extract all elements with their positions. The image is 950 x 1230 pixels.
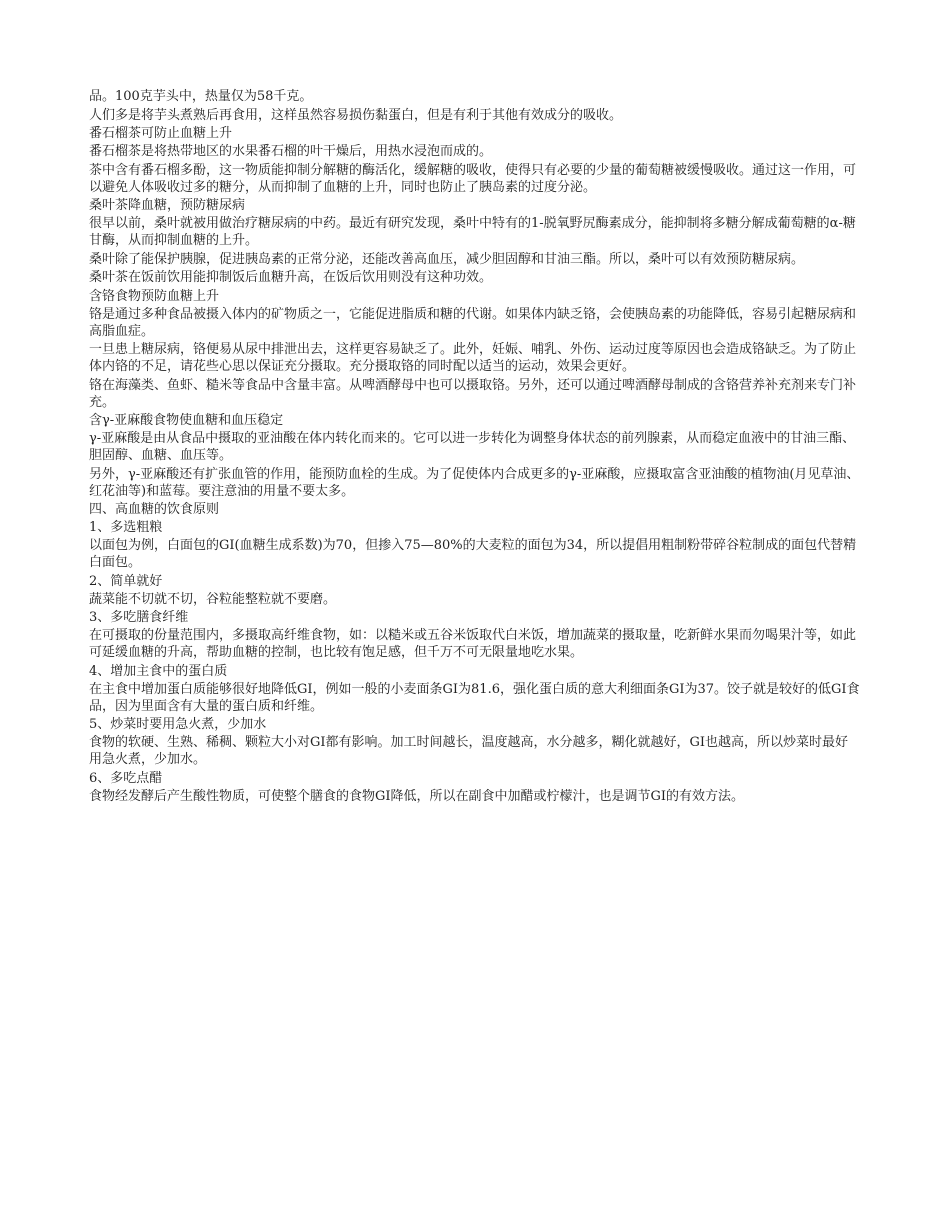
text-paragraph: 在主食中增加蛋白质能够很好地降低GI，例如一般的小麦面条GI为81.6，强化蛋白质的意大利细面条GI为37。饺子就是较好的低GI食品，因为里面含有大量的蛋白质和纤维。: [89, 681, 860, 714]
text-paragraph: 人们多是将芋头煮熟后再食用，这样虽然容易损伤黏蛋白，但是有利于其他有效成分的吸收。: [89, 107, 623, 123]
text-paragraph: γ-亚麻酸是由从食品中摄取的亚油酸在体内转化而来的。它可以进一步转化为调整身体状态的前列腺素，从而稳定血液中的甘油三酯、胆固醇、血糖、血压等。: [89, 431, 856, 463]
section-heading: 5、炒菜时要用急火煮，少加水: [89, 717, 267, 732]
section-heading: 含铬食物预防血糖上升: [89, 288, 220, 304]
section-heading: 4、增加主食中的蛋白质: [89, 663, 228, 679]
text-paragraph: 很早以前，桑叶就被用做治疗糖尿病的中药。最近有研究发现，桑叶中特有的1-脱氧野尻酶素成分，能抑制将多糖分解成葡萄糖的α-糖甘酶，从而抑制血糖的上升。: [89, 216, 856, 248]
text-paragraph: 以面包为例，白面包的GI(血糖生成系数)为70，但掺入75—80%的大麦粒的面包为34，所以提倡用粗制粉带碎谷粒制成的面包代替精白面包。: [89, 538, 857, 570]
section-heading: 桑叶茶降血糖，预防糖尿病: [89, 198, 246, 213]
text-paragraph: 番石榴茶是将热带地区的水果番石榴的叶干燥后，用热水浸泡而成的。: [89, 144, 493, 159]
section-heading: 1、多选粗粮: [89, 520, 163, 535]
section-heading: 3、多吃膳食纤维: [89, 610, 189, 625]
section-heading: 6、多吃点醋: [89, 770, 163, 786]
text-paragraph: 品。100克芋头中，热量仅为58千克。: [89, 89, 313, 104]
text-paragraph: 铬在海藻类、鱼虾、糙米等食品中含量丰富。从啤酒酵母中也可以摄取铬。另外，还可以通过啤酒酵母制成的含铬营养补充剂来专门补充。: [89, 377, 857, 410]
text-paragraph: 茶中含有番石榴多酚，这一物质能抑制分解糖的酶活化，缓解糖的吸收，使得只有必要的少量的葡萄糖被缓慢吸收。通过这一作用，可以避免人体吸收过多的糖分，从而抑制了血糖的上升，同时也防止了胰岛素的过度分泌。: [89, 162, 857, 195]
section-heading: 2、简单就好: [89, 573, 163, 589]
text-paragraph: 一旦患上糖尿病，铬便易从尿中排泄出去，这样更容易缺乏了。此外，妊娠、哺乳、外伤、运动过度等原因也会造成铬缺乏。为了防止体内铬的不足，请花些心思以保证充分摄取。充分摄取铬的同时配以适当的运动，效果会更好。: [89, 342, 857, 374]
section-heading: 四、高血糖的饮食原则: [89, 502, 220, 517]
text-paragraph: 桑叶茶在饭前饮用能抑制饭后血糖升高，在饭后饮用则没有这种功效。: [89, 270, 493, 285]
text-paragraph: 食物的软硬、生熟、稀稠、颗粒大小对GI都有影响。加工时间越长，温度越高，水分越多，糊化就越好，GI也越高，所以炒菜时最好用急火煮，少加水。: [89, 735, 849, 767]
text-paragraph: 另外，γ-亚麻酸还有扩张血管的作用，能预防血栓的生成。为了促使体内合成更多的γ-亚麻酸，应摄取富含亚油酸的植物油(月见草油、红花油等)和蓝莓。要注意油的用量不要太多。: [89, 466, 860, 499]
text-paragraph: 铬是通过多种食品被摄入体内的矿物质之一，它能促进脂质和糖的代谢。如果体内缺乏铬，会使胰岛素的功能降低，容易引起糖尿病和高脂血症。: [89, 306, 857, 339]
text-paragraph: 蔬菜能不切就不切，谷粒能整粒就不要磨。: [89, 591, 337, 607]
text-paragraph: 食物经发酵后产生酸性物质，可使整个膳食的食物GI降低，所以在副食中加醋或柠檬汁，也是调节GI的有效方法。: [89, 788, 745, 804]
text-paragraph: 在可摄取的份量范围内，多摄取高纤维食物，如：以糙米或五谷米饭取代白米饭，增加蔬菜的摄取量，吃新鲜水果而勿喝果汁等，如此可延缓血糖的升高，帮助血糖的控制，也比较有饱足感，但千万不可无限量地吃水果。: [89, 628, 857, 660]
text-paragraph: 桑叶除了能保护胰腺，促进胰岛素的正常分泌，还能改善高血压，减少胆固醇和甘油三酯。所以，桑叶可以有效预防糖尿病。: [89, 251, 805, 267]
section-heading: 番石榴茶可防止血糖上升: [89, 126, 233, 141]
document-page: [89, 88, 861, 806]
section-heading: 含γ-亚麻酸食物使血糖和血压稳定: [89, 413, 284, 428]
